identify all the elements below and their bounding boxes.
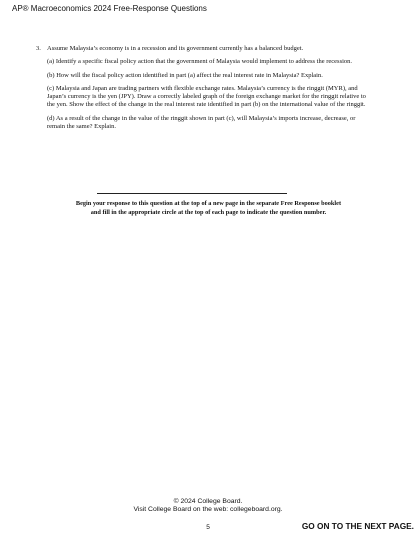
go-on-next-page-text: GO ON TO THE NEXT PAGE. <box>301 521 414 531</box>
section-divider <box>97 193 287 194</box>
footer-copyright: © 2024 College Board. <box>173 498 243 505</box>
question-part-b: (b) How will the fiscal policy action identified in part (a) affect the real interest rate in Malaysia? Explain. <box>47 71 323 79</box>
question-part-a: (a) Identify a specific fiscal policy action that the government of Malaysia would implement to address the recession. <box>47 58 353 66</box>
page-footer <box>108 498 308 514</box>
question-intro <box>36 45 372 53</box>
question-intro-text: Assume Malaysia’s economy is in a recession and its government currently has a balanced budget. <box>47 45 304 52</box>
footer-visit-text: Visit College Board on the web: collegeboard.org. <box>133 506 283 513</box>
instruction-line-2: and fill in the appropriate circle at the top of each page to indicate the question number. <box>90 208 327 216</box>
question-part-d: (d) As a result of the change in the value of the ringgit shown in part (c), will Malaysia’s imports increase, decrease, or remain the same? Explain. <box>47 114 356 131</box>
page-number: 5 <box>206 524 210 531</box>
question-part-c: (c) Malaysia and Japan are trading partners with flexible exchange rates. Malaysia’s currency is the ringgit (MYR), and Japan’s currency is the yen (JPY). Draw a correctly labeled graph of the foreign exchange market for the ringgit relative to the yen. Show the effect of the change in the real interest rate identified in part (b) on the international value of the ringgit. <box>47 84 366 109</box>
page-header-title: AP® Macroeconomics 2024 Free-Response Questions <box>12 4 207 13</box>
response-instruction <box>36 200 381 217</box>
instruction-line-1: Begin your response to this question at the top of a new page in the separate Free Response booklet <box>75 200 342 207</box>
question-block <box>36 45 372 136</box>
question-number: 3. <box>36 45 41 52</box>
